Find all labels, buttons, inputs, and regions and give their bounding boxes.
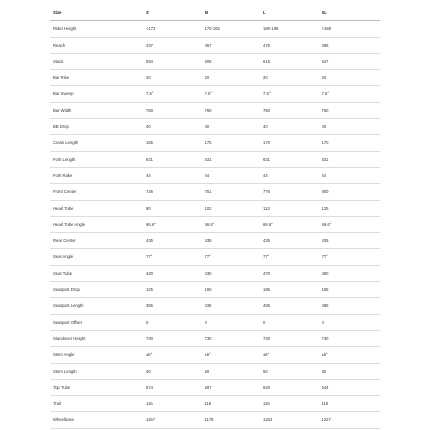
row-label: Crank Length [50,135,146,151]
header-xl: XL [322,5,381,21]
table-cell: 165 [146,135,205,151]
table-row [50,330,380,346]
table-cell: 800 [322,184,381,200]
table-cell: 730 [205,330,264,346]
row-label: Head Tube Angle [50,216,146,232]
table-cell: 730 [146,330,205,346]
table-cell: 44 [146,167,205,183]
table-cell: 631 [146,151,205,167]
table-cell: 760 [263,102,322,118]
table-body [50,21,380,428]
table-cell: 185 [322,282,381,298]
table-cell: 50 [205,363,264,379]
table-row [50,265,380,281]
row-label: Stem Length [50,363,146,379]
table-cell: ±6° [322,347,381,363]
table-cell: 66.6° [146,216,205,232]
table-cell: 40 [263,119,322,135]
table-cell: 457 [205,37,264,53]
row-label: Fork Rake [50,167,146,183]
table-row [50,184,380,200]
row-label: Rear Center [50,233,146,249]
header-size: Size [50,5,146,21]
table-row [50,314,380,330]
table-row [50,363,380,379]
row-label: Rider Height [50,21,146,37]
table-cell: 116 [263,396,322,412]
table-row [50,70,380,86]
table-cell: 40 [205,119,264,135]
table-row [50,135,380,151]
table-row [50,249,380,265]
row-label: BB Drop [50,119,146,135]
table-header-row [50,5,380,21]
table-cell: 1178 [205,412,264,428]
table-cell: 113 [263,200,322,216]
table-cell: 760 [205,102,264,118]
table-cell: 77° [205,249,264,265]
table-row [50,298,380,314]
table-cell: 7.5° [205,86,264,102]
row-label: Fork Length [50,151,146,167]
table-cell: 40 [146,363,205,379]
row-label: Stem Angle [50,347,146,363]
table-cell: 760 [146,102,205,118]
table-cell: ±6° [205,347,264,363]
table-cell: 0 [146,314,205,330]
table-cell: ±6° [146,347,205,363]
table-cell: 170 [263,135,322,151]
table-cell: 476 [263,37,322,53]
table-cell: 125 [146,282,205,298]
table-cell: 627 [322,53,381,69]
row-label: Wheelbase [50,412,146,428]
row-label: Bar Rise [50,70,146,86]
table-cell: 77° [263,249,322,265]
table-row [50,379,380,395]
table-row [50,282,380,298]
table-cell: 435 [322,233,381,249]
table-cell: ±6° [263,347,322,363]
row-label: Top Tube [50,379,146,395]
table-cell: 7.5° [322,86,381,102]
table-cell: 631 [263,151,322,167]
table-row [50,412,380,428]
table-cell: 631 [322,151,381,167]
row-label: Bar Sweep [50,86,146,102]
table-cell: 170 [322,135,381,151]
table-cell: 1227 [322,412,381,428]
table-cell: 726 [146,184,205,200]
table-cell: 751 [205,184,264,200]
table-cell: 160 [205,282,264,298]
table-cell: 0 [205,314,264,330]
header-s: S [146,5,205,21]
table-cell: 66.6° [263,216,322,232]
table-cell: 490 [322,265,381,281]
table-cell: 730 [322,330,381,346]
table-cell: 485 [322,298,381,314]
table-row [50,167,380,183]
table-cell: 7.5° [146,86,205,102]
table-cell: 66.6° [205,216,264,232]
table-cell: 620 [263,379,322,395]
table-cell: 40 [322,119,381,135]
table-cell: 170 [205,135,264,151]
table-cell: 437 [146,37,205,53]
table-cell: 631 [205,151,264,167]
table-cell: <172 [146,21,205,37]
table-cell: 435 [205,233,264,249]
table-cell: 760 [322,102,381,118]
table-cell: 60 [322,363,381,379]
table-cell: 77° [146,249,205,265]
table-cell: 20 [322,70,381,86]
table-cell: >188 [322,21,381,37]
table-cell: 102 [205,200,264,216]
table-cell: 435 [205,298,264,314]
table-cell: 435 [146,233,205,249]
row-label: Seatpost Drop [50,282,146,298]
table-cell: 180-188 [263,21,322,37]
table-row [50,151,380,167]
table-cell: 77° [322,249,381,265]
table-cell: 170-182 [205,21,264,37]
table-cell: 574 [146,379,205,395]
table-row [50,200,380,216]
table-cell: 365 [146,298,205,314]
table-cell: 597 [205,379,264,395]
row-label: Reach [50,37,146,53]
geometry-table [50,5,380,429]
table-cell: 44 [263,167,322,183]
table-cell: 0 [322,314,381,330]
table-cell: 496 [322,37,381,53]
table-row [50,233,380,249]
table-cell: 470 [263,265,322,281]
table-cell: 594 [146,53,205,69]
table-row [50,37,380,53]
table-cell: 116 [205,396,264,412]
row-label: Seat Tube [50,265,146,281]
table-cell: 40 [146,119,205,135]
table-cell: 0 [263,314,322,330]
table-cell: 20 [263,70,322,86]
row-label: Bar Width [50,102,146,118]
table-cell: 66.6° [322,216,381,232]
table-row [50,86,380,102]
table-cell: 420 [146,265,205,281]
header-l: L [263,5,322,21]
header-m: M [205,5,264,21]
row-label: Trail [50,396,146,412]
table-row [50,53,380,69]
table-cell: 485 [263,298,322,314]
table-cell: 615 [263,53,322,69]
row-label: Seatpost Length [50,298,146,314]
table-cell: 605 [205,53,264,69]
table-cell: 730 [263,330,322,346]
row-label: Standover Height [50,330,146,346]
row-label: Front Center [50,184,146,200]
table-cell: 44 [205,167,264,183]
table-row [50,21,380,37]
table-cell: 20 [146,70,205,86]
table-cell: 185 [263,282,322,298]
table-cell: 7.5° [263,86,322,102]
row-label: Seat Angle [50,249,146,265]
row-label: Stack [50,53,146,69]
table-cell: 430 [205,265,264,281]
table-cell: 644 [322,379,381,395]
table-row [50,347,380,363]
table-cell: 1202 [263,412,322,428]
table-row [50,119,380,135]
row-label: Head Tube [50,200,146,216]
table-cell: 776 [263,184,322,200]
table-cell: 435 [263,233,322,249]
table-row [50,396,380,412]
table-row [50,102,380,118]
row-label: Seatpost Offset [50,314,146,330]
table-cell: 90 [146,200,205,216]
table-row [50,216,380,232]
table-cell: 44 [322,167,381,183]
table-cell: 116 [322,396,381,412]
table-cell: 20 [205,70,264,86]
table-cell: 116 [146,396,205,412]
table-cell: 125 [322,200,381,216]
table-cell: 1157 [146,412,205,428]
table-cell: 50 [263,363,322,379]
